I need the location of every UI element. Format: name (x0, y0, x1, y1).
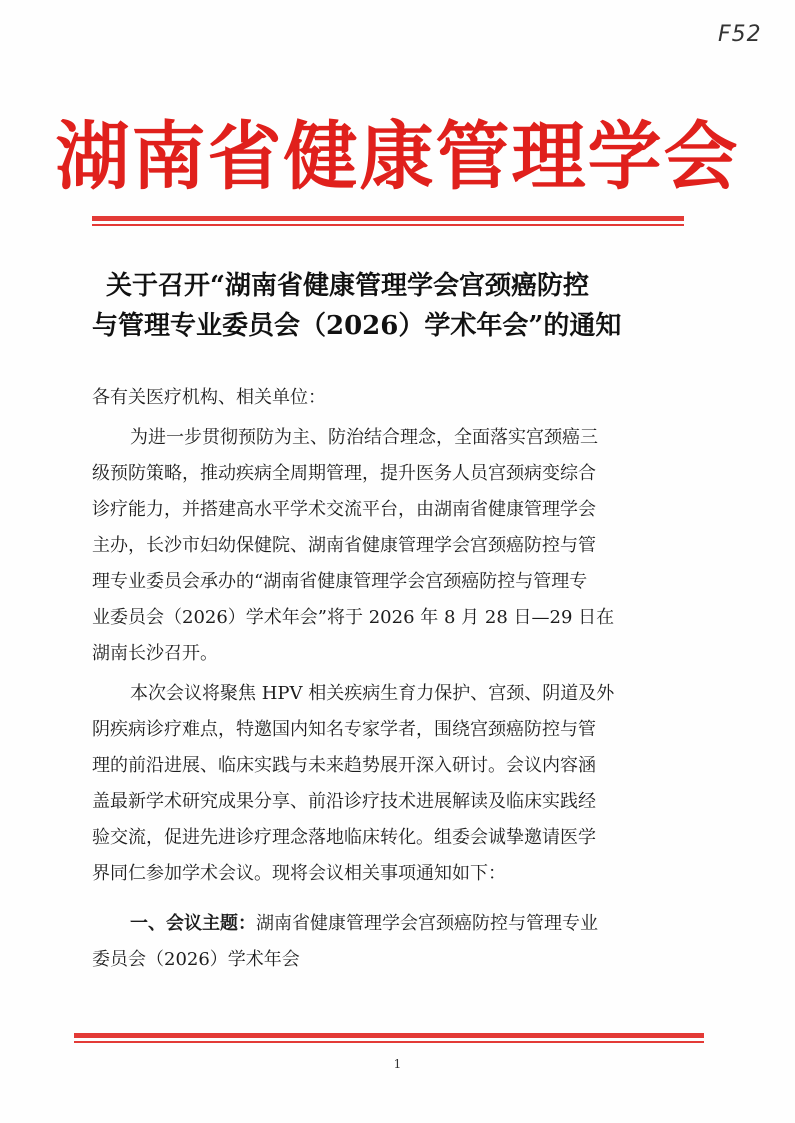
footer-divider (74, 1033, 704, 1043)
section-1-text: 湖南省健康管理学会宫颈癌防控与管理专业 (256, 913, 598, 934)
paragraph-line: 级预防策略，推动疾病全周期管理，提升医务人员宫颈病变综合 (92, 463, 596, 484)
section-1-meeting-theme (92, 906, 692, 978)
handwritten-annotation: F52 (718, 22, 762, 47)
paragraph-line: 为进一步贯彻预防为主、防治结合理念，全面落实宫颈癌三 (130, 427, 598, 448)
section-1-heading: 一、会议主题： (130, 913, 256, 934)
paragraph-line: 理的前沿进展、临床实践与未来趋势展开深入研讨。会议内容涵 (92, 755, 596, 776)
organization-title: 湖南省健康管理学会 (55, 114, 740, 200)
paragraph-line: 界同仁参加学术会议。现将会议相关事项通知如下： (92, 863, 506, 884)
paragraph-line: 业委员会（2026）学术年会”将于 2026 年 8 月 28 日—29 日在 (92, 607, 615, 628)
title-line-1: 关于召开“湖南省健康管理学会宫颈癌防控 (106, 271, 589, 301)
paragraph-line: 理专业委员会承办的“湖南省健康管理学会宫颈癌防控与管理专 (92, 571, 588, 592)
section-1-line-2: 委员会（2026）学术年会 (92, 949, 300, 970)
paragraph-line: 阴疾病诊疗难点，特邀国内知名专家学者，围绕宫颈癌防控与管 (92, 719, 596, 740)
paragraph-line: 湖南长沙召开。 (92, 643, 218, 664)
document-title (92, 266, 692, 346)
paragraph-1 (92, 420, 692, 672)
paragraph-line: 诊疗能力，并搭建高水平学术交流平台，由湖南省健康管理学会 (92, 499, 596, 520)
section-1-line-1 (92, 906, 692, 942)
title-line-2: 与管理专业委员会（2026）学术年会”的通知 (92, 311, 622, 341)
paragraph-2 (92, 676, 692, 892)
page-number: 1 (393, 1057, 402, 1071)
header-divider (92, 216, 684, 226)
paragraph-line: 验交流，促进先进诊疗理念落地临床转化。组委会诚挚邀请医学 (92, 827, 596, 848)
paragraph-line: 本次会议将聚焦 HPV 相关疾病生育力保护、宫颈、阴道及外 (130, 683, 615, 704)
paragraph-line: 主办，长沙市妇幼保健院、湖南省健康管理学会宫颈癌防控与管 (92, 535, 596, 556)
salutation: 各有关医疗机构、相关单位： (92, 387, 326, 408)
paragraph-line: 盖最新学术研究成果分享、前沿诊疗技术进展解读及临床实践经 (92, 791, 596, 812)
